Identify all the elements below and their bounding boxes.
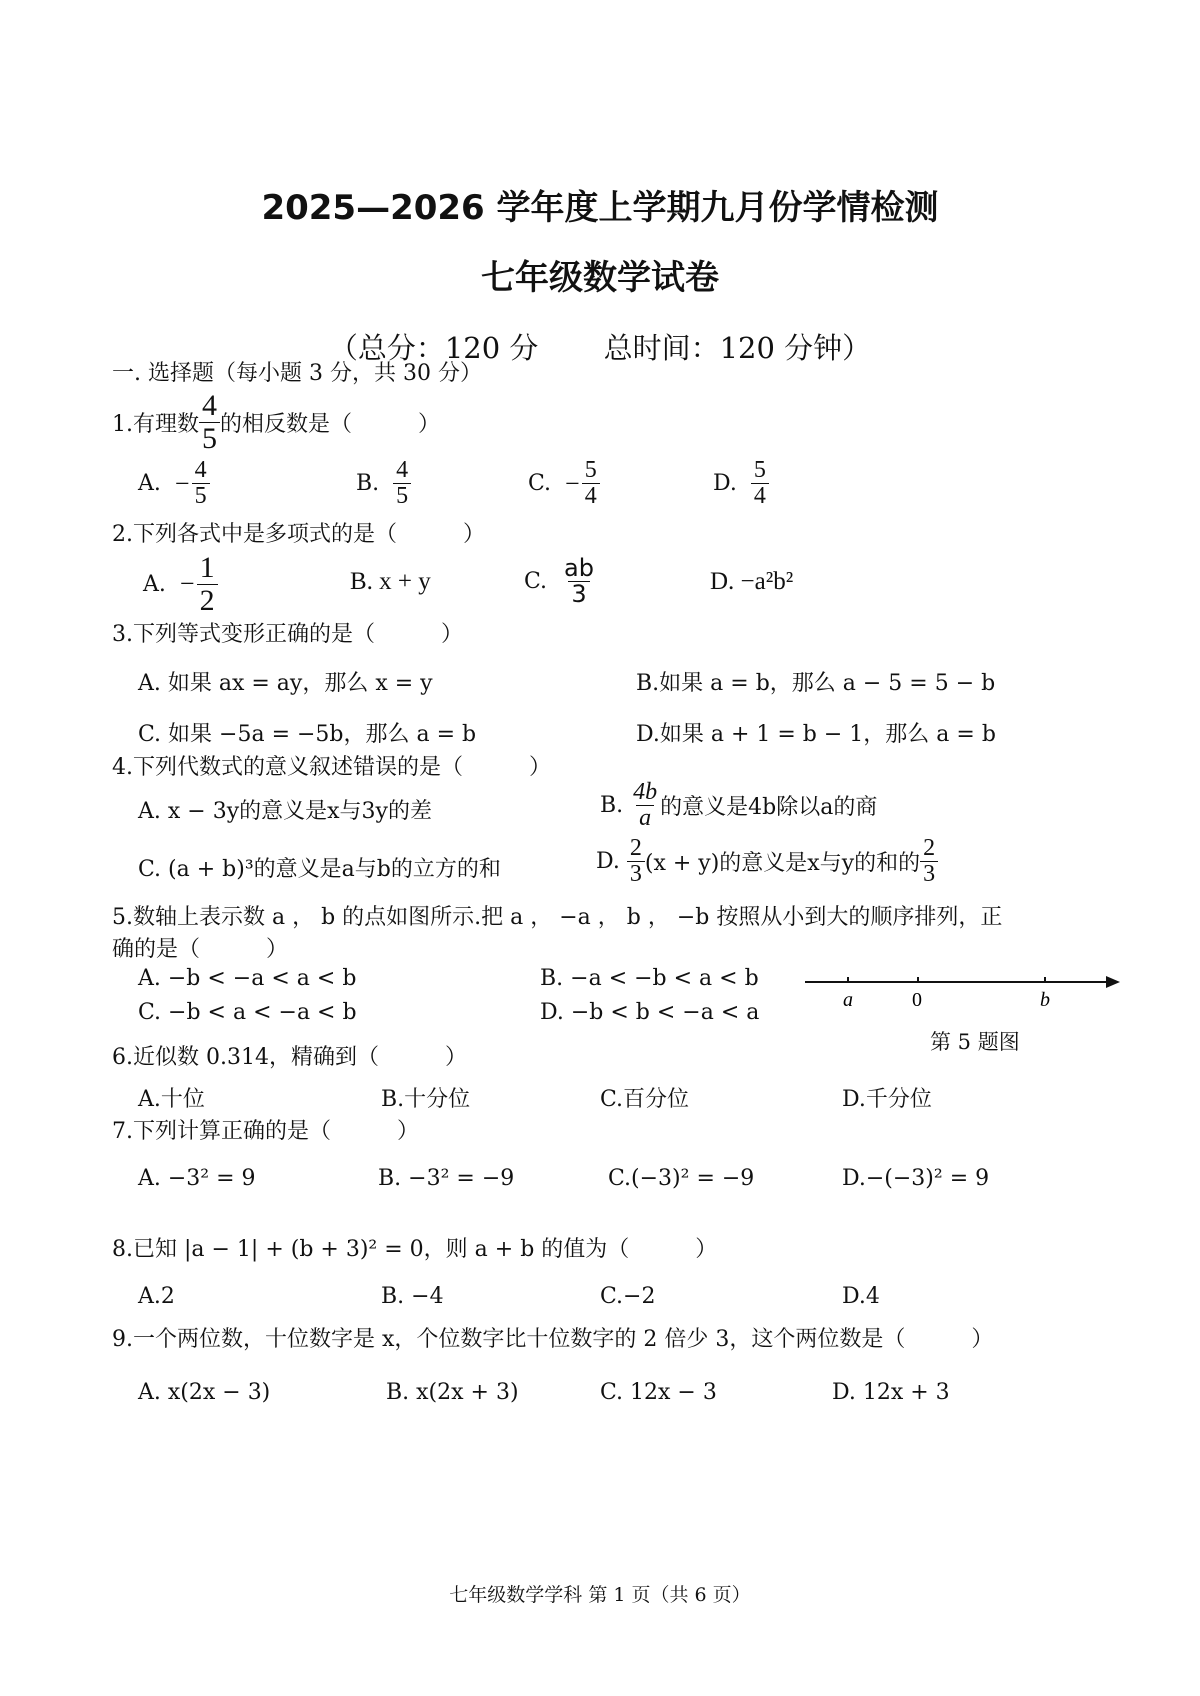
figure-caption: 第 5 题图 <box>930 1030 1020 1054</box>
q8-option-c: C.−2 <box>600 1284 656 1309</box>
axis-label-0: 0 <box>912 989 922 1011</box>
q1-prefix: 1.有理数 <box>112 411 199 437</box>
q9-option-d: D. 12x + 3 <box>832 1380 950 1405</box>
q5-option-c: C. −b < a < −a < b <box>138 1000 357 1025</box>
q6-option-d: D.千分位 <box>842 1087 932 1112</box>
q1-fraction: $\frac{4}{5}$ <box>199 390 220 454</box>
q4-option-b: B. $\frac{4b}{a}$ 的意义是4b除以a的商 <box>600 779 878 832</box>
question-7-stem: 7.下列计算正确的是（ ） <box>112 1119 419 1144</box>
axis-label-a: a <box>843 989 853 1011</box>
question-8-stem: 8.已知 |a − 1| + (b + 3)² = 0，则 a + b 的值为（ ） <box>112 1237 718 1262</box>
question-3-stem: 3.下列等式变形正确的是（ ） <box>112 622 463 647</box>
q5-option-b: B. −a < −b < a < b <box>540 966 759 991</box>
q6-option-a: A.十位 <box>138 1087 205 1112</box>
q1-option-c: C. − $\frac{5}{4}$ <box>528 458 600 509</box>
q3-option-a: A. 如果 ax = ay，那么 x = y <box>138 671 433 696</box>
q1-suffix: 的相反数是（ ） <box>220 411 441 437</box>
q1-option-a: A. − $\frac{4}{5}$ <box>138 458 210 509</box>
q2-option-b: B. x + y <box>350 568 431 595</box>
q4-option-d: D. $\frac{2}{3}$ (x + y)的意义是x与y的和的 $\frac{2}{3}$ <box>596 836 938 887</box>
q1-option-b: B. $\frac{4}{5}$ <box>356 458 411 509</box>
q2-option-d: D. −a²b² <box>710 568 794 595</box>
q8-option-a: A.2 <box>138 1284 175 1309</box>
q4-option-c: C. (a + b)³的意义是a与b的立方的和 <box>138 857 501 882</box>
q8-option-d: D.4 <box>842 1284 880 1309</box>
q2-option-a: A. − $\frac{1}{2}$ <box>143 552 218 616</box>
section-heading: 一. 选择题（每小题 3 分，共 30 分） <box>112 361 482 386</box>
q9-option-c: C. 12x − 3 <box>600 1380 717 1405</box>
q5-option-a: A. −b < −a < a < b <box>138 966 357 991</box>
page-footer: 七年级数学学科 第 1 页（共 6 页） <box>449 1584 751 1606</box>
question-4-stem: 4.下列代数式的意义叙述错误的是（ ） <box>112 755 551 780</box>
total-time: 总时间：120 分钟） <box>603 331 872 365</box>
total-score: （总分：120 分 <box>328 331 539 365</box>
q7-option-b: B. −3² = −9 <box>378 1166 515 1191</box>
question-1-stem <box>112 390 440 454</box>
q7-option-d: D.−(−3)² = 9 <box>842 1166 990 1191</box>
q4-option-a: A. x − 3y的意义是x与3y的差 <box>138 799 432 824</box>
q9-option-a: A. x(2x − 3) <box>138 1380 271 1405</box>
number-line-arrow <box>1106 976 1120 988</box>
number-line-figure <box>800 960 1130 1020</box>
question-5-stem-line1: 5.数轴上表示数 a ， b 的点如图所示.把 a ， −a ， b ， −b 按照从小到大的顺序排列，正 <box>112 905 1003 930</box>
q9-option-b: B. x(2x + 3) <box>386 1380 519 1405</box>
q7-option-a: A. −3² = 9 <box>138 1166 256 1191</box>
q7-option-c: C.(−3)² = −9 <box>608 1166 755 1191</box>
q6-option-c: C.百分位 <box>600 1087 690 1112</box>
question-9-stem: 9.一个两位数，十位数字是 x，个位数字比十位数字的 2 倍少 3，这个两位数是（ ） <box>112 1327 994 1352</box>
exam-title: 2025—2026 学年度上学期九月份学情检测 <box>261 188 939 228</box>
q5-option-d: D. −b < b < −a < a <box>540 1000 760 1025</box>
question-2-stem: 2.下列各式中是多项式的是（ ） <box>112 522 485 547</box>
q3-option-c: C. 如果 −5a = −5b，那么 a = b <box>138 722 477 747</box>
q1-option-d: D. $\frac{5}{4}$ <box>713 458 769 509</box>
question-5-stem-line2: 确的是（ ） <box>112 937 289 962</box>
q8-option-b: B. −4 <box>381 1284 444 1309</box>
q3-option-d: D.如果 a + 1 = b − 1，那么 a = b <box>636 722 996 747</box>
q3-option-b: B.如果 a = b，那么 a − 5 = 5 − b <box>636 671 996 696</box>
axis-label-b: b <box>1040 989 1050 1011</box>
q6-option-b: B.十分位 <box>381 1087 471 1112</box>
question-6-stem: 6.近似数 0.314，精确到（ ） <box>112 1045 467 1070</box>
exam-subtitle: 七年级数学试卷 <box>481 258 719 298</box>
q2-option-c: C. $\frac{ab}{3}$ <box>524 554 594 609</box>
